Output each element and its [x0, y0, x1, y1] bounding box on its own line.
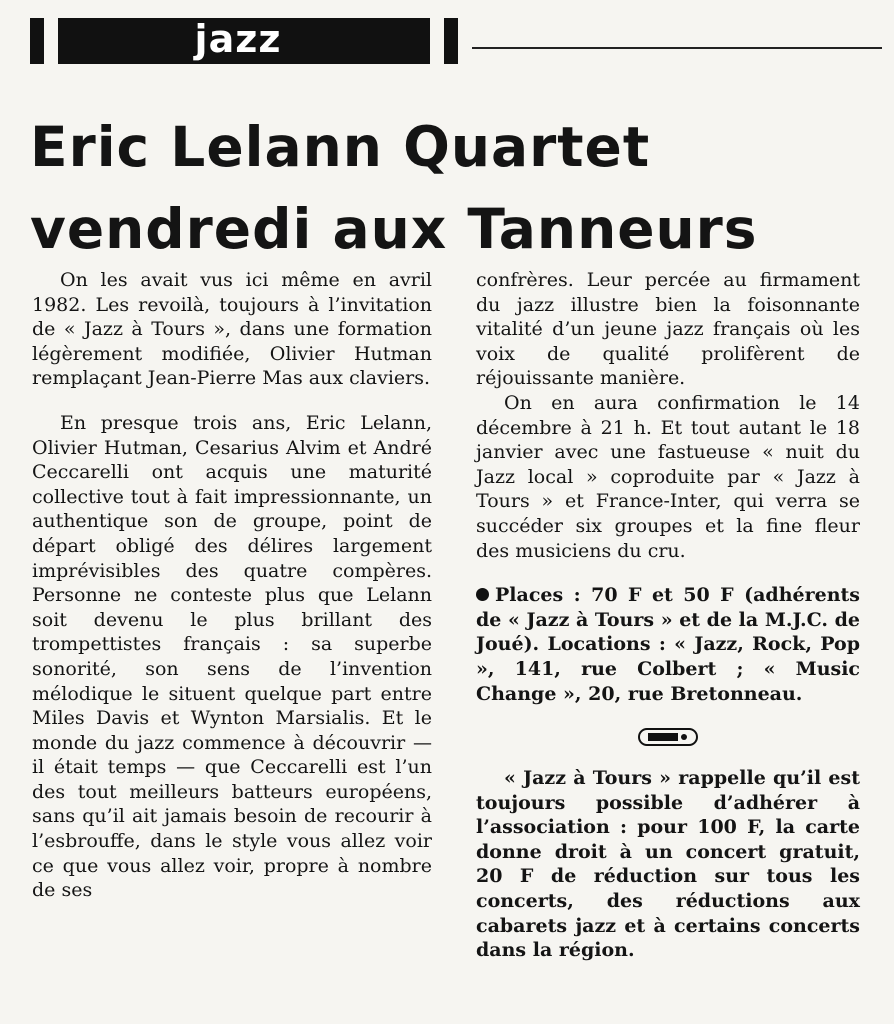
header-rule	[472, 47, 882, 49]
paragraph-3: On en aura confirmation le 14 décembre à 21 h. Et tout autant le 18 janvier avec une fastueuse « nuit du Jazz local » coproduite par « Jazz à Tours » et France-Inter, qui verra se succéder six groupes et la fine fleur des musiciens du cru.	[476, 391, 860, 562]
column-left	[32, 268, 432, 903]
practical-info	[476, 583, 860, 706]
headline-line-2: vendredi aux Tanneurs	[30, 197, 758, 261]
column-right	[476, 268, 860, 963]
paragraph-2-continued: confrères. Leur percée au firmament du jazz illustre bien la foisonnante vitalité d’un jeune jazz français où les voix de qualité prolifèrent de réjouissante manière.	[476, 269, 860, 390]
headline	[30, 106, 880, 270]
practical-info-text: Places : 70 F et 50 F (adhérents de « Jazz à Tours » et de la M.J.C. de Joué). Locations : « Jazz, Rock, Pop », 141, rue Colbert ; « Music Change », 20, rue Bretonneau.	[476, 584, 860, 705]
kicker-bar-right	[444, 18, 458, 64]
headline-line-1: Eric Lelann Quartet	[30, 115, 651, 179]
association-note: « Jazz à Tours » rappelle qu’il est toujours possible d’adhérer à l’association : pour 100 F, la carte donne droit à un concert gratuit, 20 F de réduction sur tous les concerts, des réductions aux cabarets jazz et à certains concerts dans la région.	[476, 767, 860, 962]
paragraph-2: En presque trois ans, Eric Lelann, Olivier Hutman, Cesarius Alvim et André Ceccarelli ont acquis une maturité collective tout à fait impressionnante, un authentique son de groupe, point de départ obligé des délires largement imprévisibles des quatre compères. Personne ne conteste plus que Lelann soit devenu le plus brillant des trompettistes français : sa superbe sonorité, son sens de l’invention mélodique le situent quelque part entre Miles Davis et Wynton Marsialis. Et le monde du jazz commence à découvrir — il était temps — que Ceccarelli est l’un des tout meilleurs batteurs européens, sans qu’il ait jamais besoin de recourir à l’esbrouffe, dans le style vous allez voir ce que vous allez voir, propre à nombre de ses	[32, 411, 432, 902]
publication-logo-icon	[638, 728, 698, 746]
bullet-icon	[476, 588, 489, 601]
kicker-bar-left	[30, 18, 44, 64]
paragraph-1: On les avait vus ici même en avril 1982. Les revoilà, toujours à l’invitation de « Jazz à Tours », dans une formation légèrement modifiée, Olivier Hutman remplaçant Jean-Pierre Mas aux claviers.	[32, 269, 432, 390]
section-tag: jazz	[194, 17, 282, 61]
